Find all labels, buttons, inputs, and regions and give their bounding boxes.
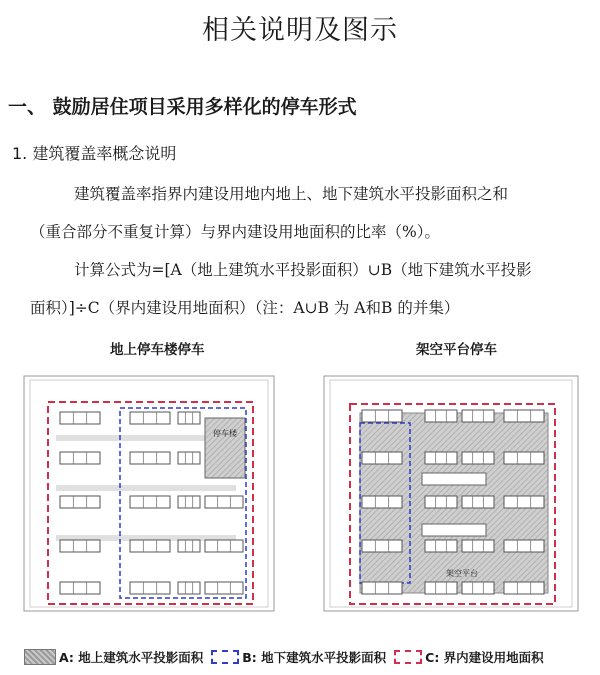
building-block — [178, 496, 200, 508]
building-block — [504, 496, 544, 508]
building-block — [362, 540, 402, 552]
definition-paragraph — [30, 182, 590, 258]
building-block — [462, 582, 494, 594]
legend-label-b: B: 地下建筑水平投影面积 — [242, 650, 387, 665]
building-block — [60, 496, 100, 508]
building-block — [130, 412, 170, 424]
legend-swatch-hatched — [24, 649, 56, 665]
building-block — [60, 582, 100, 594]
building-block — [504, 582, 544, 594]
site-plan-diagrams — [0, 338, 600, 618]
building-block — [462, 540, 494, 552]
building-block — [60, 452, 100, 464]
left-figure-caption: 地上停车楼停车 — [110, 342, 205, 358]
building-block — [178, 540, 200, 552]
building-block — [60, 412, 100, 424]
paragraph-line: 建筑覆盖率指界内建设用地内地上、地下建筑水平投影面积之和 — [74, 185, 509, 203]
paragraph-line: 面积）]÷C（界内建设用地面积）（注：A∪B 为 A和B 的并集） — [30, 299, 460, 317]
legend-label-c: C: 界内建设用地面积 — [425, 650, 544, 665]
building-block — [504, 540, 544, 552]
building-block — [130, 540, 170, 552]
parking-building — [205, 418, 245, 478]
building-block — [425, 582, 457, 594]
building-block — [205, 496, 243, 508]
building-block — [362, 452, 402, 464]
legend-label-a: A: 地上建筑水平投影面积 — [59, 650, 204, 665]
page-title: 相关说明及图示 — [202, 15, 398, 46]
legend-swatch-red-dashed — [394, 650, 422, 664]
building-block — [462, 452, 494, 464]
building-block — [462, 496, 494, 508]
building-block — [362, 410, 402, 422]
building-block — [362, 582, 402, 594]
building-block — [425, 540, 457, 552]
parking-building-label: 停车楼 — [213, 429, 237, 438]
paragraph-line: 计算公式为=[A（地上建筑水平投影面积）∪B（地下建筑水平投影 — [74, 261, 532, 279]
section-heading: 一、 鼓励居住项目采用多样化的停车形式 — [8, 96, 357, 118]
building-block — [205, 582, 243, 594]
formula-paragraph — [30, 258, 590, 334]
building-block — [130, 496, 170, 508]
building-block — [178, 412, 200, 424]
building-block — [178, 452, 200, 464]
building-block — [205, 540, 243, 552]
building-block — [362, 496, 402, 508]
building-block — [178, 582, 200, 594]
right-figure-caption: 架空平台停车 — [416, 342, 497, 358]
legend-swatch-blue-dashed — [211, 650, 239, 664]
paragraph-line: （重合部分不重复计算）与界内建设用地面积的比率（%）。 — [30, 223, 440, 241]
platform-label: 架空平台 — [446, 569, 478, 578]
building-block — [130, 452, 170, 464]
building-block — [60, 540, 100, 552]
building-block — [504, 410, 544, 422]
left-site-plan — [24, 376, 274, 611]
right-site-plan — [324, 376, 578, 611]
building-block — [504, 452, 544, 464]
building-block — [130, 582, 170, 594]
building-block — [425, 410, 457, 422]
figure-area — [0, 338, 600, 618]
building-block — [425, 496, 457, 508]
legend — [24, 646, 544, 668]
building-block — [425, 452, 457, 464]
subsection-heading: 1. 建筑覆盖率概念说明 — [12, 144, 177, 163]
building-block — [462, 410, 494, 422]
